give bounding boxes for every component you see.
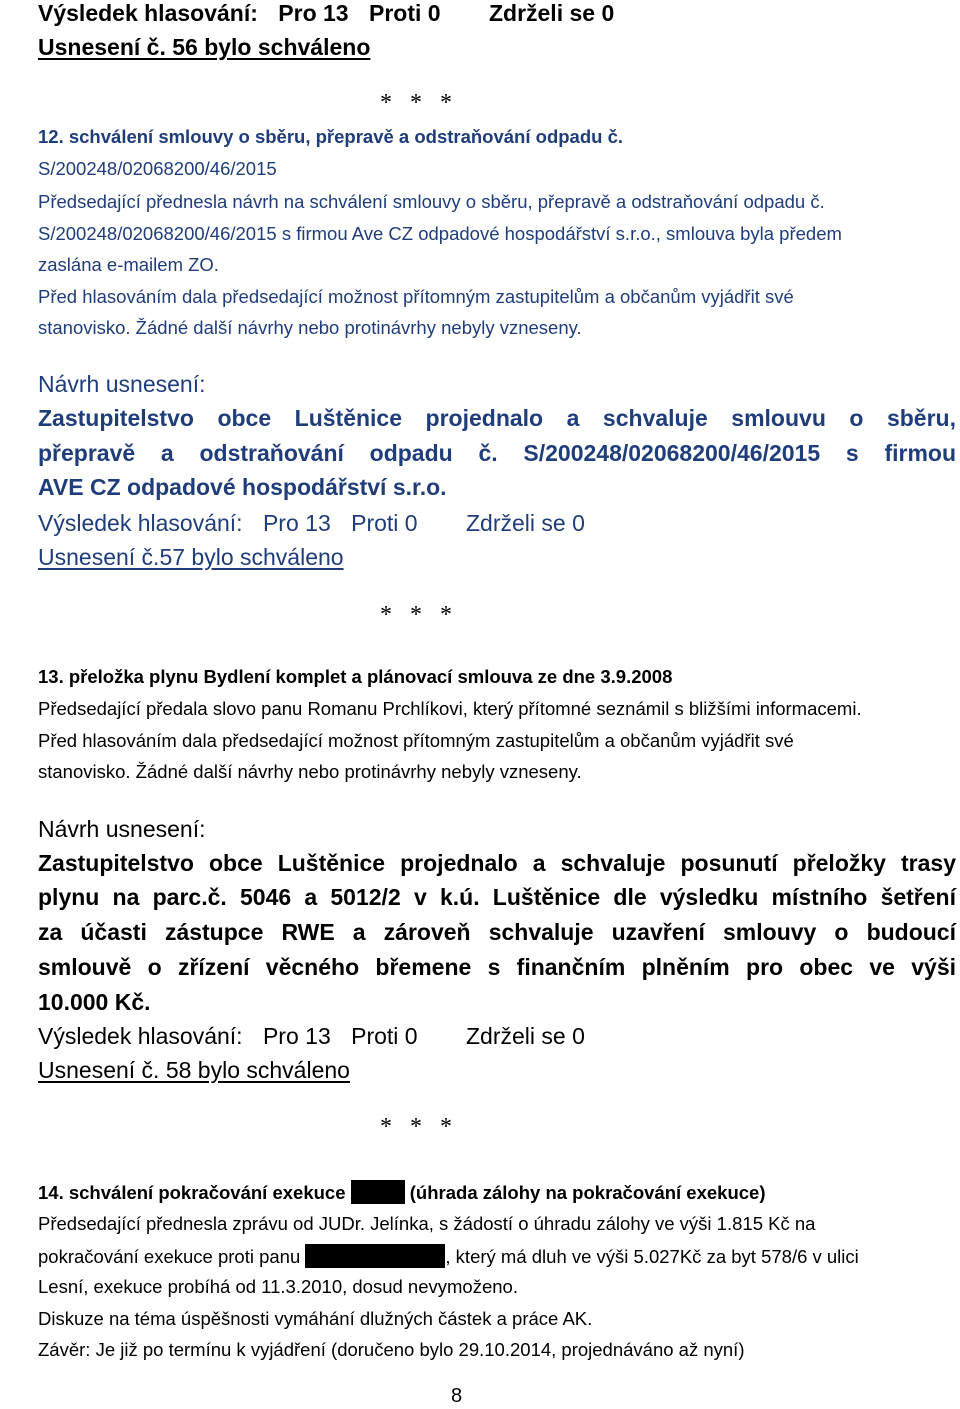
vote-pro: Pro 13 (262, 510, 331, 536)
proposal-label: Návrh usnesení: (38, 816, 206, 842)
vote-pro: Pro 13 (262, 1023, 331, 1049)
vote-result-57 (38, 510, 585, 537)
item14-line: Diskuze na téma úspěšnosti vymáhání dlužných částek a práce AK. (38, 1308, 593, 1329)
item12-heading: 12. schválení smlouvy o sběru, přepravě a odstraňování odpadu č. (38, 126, 623, 147)
proposal-line: Zastupitelstvo obce Luštěnice projednalo a schvaluje smlouvu o sběru, (38, 405, 956, 431)
proposal-line: 10.000 Kč. (38, 989, 151, 1015)
redaction-box (305, 1244, 445, 1268)
item14-heading (38, 1180, 766, 1204)
proposal-line: plynu na parc.č. 5046 a 5012/2 v k.ú. Luštěnice dle výsledku místního šetření (38, 884, 956, 910)
proposal-line: přepravě a odstraňování odpadu č. S/200248/02068200/46/2015 s firmou (38, 440, 956, 466)
item12-line: Před hlasováním dala předsedající možnost přítomným zastupitelům a občanům vyjádřit své (38, 286, 794, 307)
vote-pro: Pro 13 (278, 0, 349, 26)
item12-line: stanovisko. Žádné další návrhy nebo protinávrhy nebyly vzneseny. (38, 317, 582, 338)
vote-proti: Proti 0 (369, 0, 441, 26)
resolution-56: Usnesení č. 56 bylo schváleno (38, 34, 371, 60)
separator: * * * (380, 602, 452, 628)
proposal-line: smlouvě o zřízení věcného břemene s finančním plněním pro obec ve výši (38, 954, 956, 980)
page-number: 8 (451, 1385, 463, 1407)
resolution-57: Usnesení č.57 bylo schváleno (38, 544, 344, 570)
proposal-line: AVE CZ odpadové hospodářství s.r.o. (38, 474, 447, 500)
vote-proti: Proti 0 (351, 510, 418, 536)
vote-zdrzeli: Zdrželi se 0 (466, 510, 585, 536)
item12-line: S/200248/02068200/46/2015 (38, 158, 277, 179)
vote-label: Výsledek hlasování: (38, 0, 258, 26)
vote-result-56 (38, 0, 614, 27)
vote-label: Výsledek hlasování: (38, 510, 243, 536)
item13-line: Před hlasováním dala předsedající možnost přítomným zastupitelům a občanům vyjádřit své (38, 730, 794, 751)
item14-line2-start: pokračování exekuce proti panu (38, 1246, 301, 1267)
separator: * * * (380, 90, 452, 116)
item14-line: Závěr: Je již po termínu k vyjádření (doručeno bylo 29.10.2014, projednáváno až nyní) (38, 1339, 745, 1360)
item12-line: zaslána e-mailem ZO. (38, 254, 219, 275)
redaction-box (351, 1180, 405, 1204)
item13-line: stanovisko. Žádné další návrhy nebo protinávrhy nebyly vzneseny. (38, 761, 582, 782)
item13-heading: 13. přeložka plynu Bydlení komplet a plánovací smlouva ze dne 3.9.2008 (38, 666, 673, 687)
vote-zdrzeli: Zdrželi se 0 (466, 1023, 585, 1049)
item14-heading-start: 14. schválení pokračování exekuce (38, 1182, 346, 1203)
item14-line (38, 1244, 859, 1268)
proposal-label: Návrh usnesení: (38, 371, 206, 397)
item14-line: Lesní, exekuce probíhá od 11.3.2010, dosud nevymoženo. (38, 1276, 518, 1297)
vote-result-58 (38, 1023, 585, 1050)
separator: * * * (380, 1114, 452, 1140)
item12-line: Předsedající přednesla návrh na schválení smlouvy o sběru, přepravě a odstraňování odpadu č. (38, 191, 825, 212)
proposal-line: za účasti zástupce RWE a zároveň schvaluje uzavření smlouvy o budoucí (38, 919, 956, 945)
item13-line: Předsedající předala slovo panu Romanu Prchlíkovi, který přítomné seznámil s bližšími informacemi. (38, 698, 862, 719)
vote-proti: Proti 0 (351, 1023, 418, 1049)
item14-line2-end: , který má dluh ve výši 5.027Kč za byt 578/6 v ulici (445, 1246, 859, 1267)
item14-line: Předsedající přednesla zprávu od JUDr. Jelínka, s žádostí o úhradu zálohy ve výši 1.815 Kč na (38, 1213, 816, 1234)
item12-line: S/200248/02068200/46/2015 s firmou Ave CZ odpadové hospodářství s.r.o., smlouva byla předem (38, 223, 842, 244)
proposal-line: Zastupitelstvo obce Luštěnice projednalo a schvaluje posunutí přeložky trasy (38, 850, 956, 876)
resolution-58: Usnesení č. 58 bylo schváleno (38, 1057, 350, 1083)
item14-heading-end: (úhrada zálohy na pokračování exekuce) (409, 1182, 766, 1203)
vote-label: Výsledek hlasování: (38, 1023, 243, 1049)
vote-zdrzeli: Zdrželi se 0 (488, 0, 615, 26)
